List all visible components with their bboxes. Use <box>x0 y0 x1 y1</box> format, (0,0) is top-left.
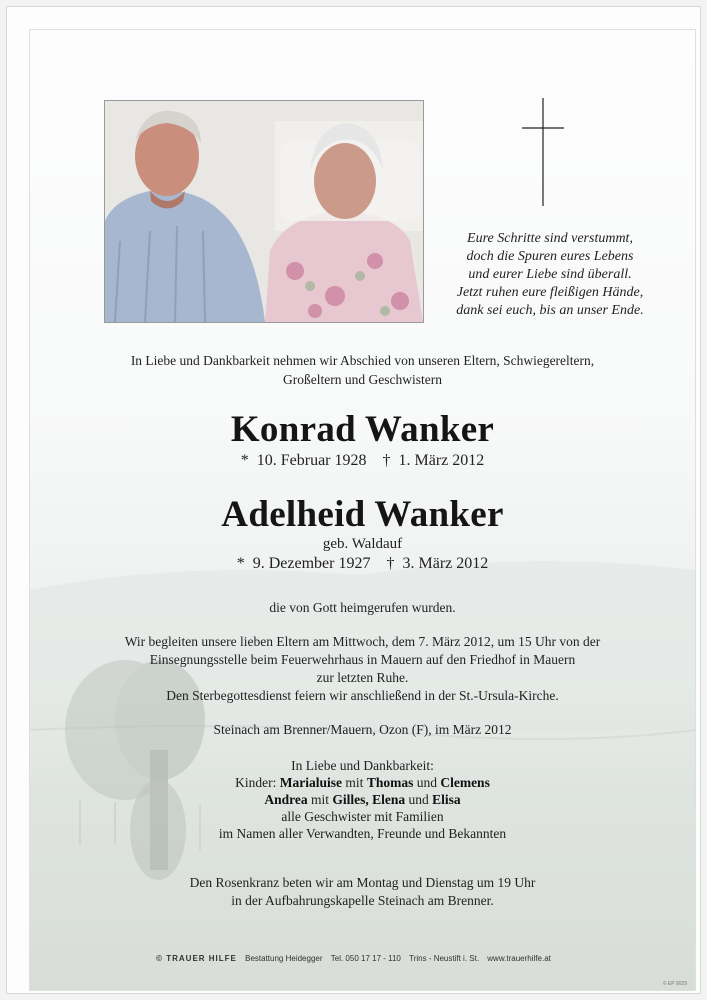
life-dates-adelheid: * 9. Dezember 1927 † 3. März 2012 <box>236 555 489 572</box>
life-dates-konrad: * 10. Februar 1928 † 1. März 2012 <box>240 452 485 469</box>
undertaker-phone: Tel. 050 17 17 - 110 <box>330 954 401 963</box>
child-name: Elisa <box>432 792 461 807</box>
funeral-line: Einsegnungsstelle beim Feuerwehrhaus in Mauern auf den Friedhof in Mauern <box>149 652 576 667</box>
intro-line: In Liebe und Dankbarkeit nehmen wir Abschied von unseren Eltern, Schwiegereltern, <box>130 353 595 368</box>
mourners-list <box>70 757 655 842</box>
website-link[interactable]: www.trauerhilfe.at <box>487 954 551 963</box>
called-home-text: die von Gott heimgerufen wurden. <box>269 600 456 615</box>
deceased-name-adelheid: Adelheid Wanker <box>221 494 504 535</box>
connector: mit <box>342 775 367 790</box>
parte-sheet <box>6 6 701 994</box>
maiden-name-adelheid: geb. Waldauf <box>322 536 403 552</box>
print-code: © EP 9029 <box>662 981 687 987</box>
parte-frame <box>29 29 696 991</box>
mourners-heading: In Liebe und Dankbarkeit: <box>291 758 434 773</box>
children-line <box>70 774 655 791</box>
rosary-line: in der Aufbahrungskapelle Steinach am Brenner. <box>231 893 494 908</box>
connector: mit <box>307 792 333 807</box>
poem-line: Eure Schritte sind verstummt, <box>467 231 633 246</box>
child-name: Thomas <box>366 775 414 790</box>
footer <box>0 954 707 963</box>
rosary-info <box>70 874 655 910</box>
intro-text <box>70 351 655 389</box>
child-name: Marialuise <box>279 775 343 790</box>
funeral-line: zur letzten Ruhe. <box>316 670 409 685</box>
connector: und <box>413 775 441 790</box>
relatives-line: im Namen aller Verwandten, Freunde und Bekannten <box>218 826 507 841</box>
poem <box>425 230 675 320</box>
children-line <box>70 791 655 808</box>
place-date: Steinach am Brenner/Mauern, Ozon (F), im März 2012 <box>213 722 512 737</box>
child-name: Gilles, Elena <box>332 792 406 807</box>
trauerhilfe-logo: © TRAUER HILFE <box>156 954 237 963</box>
connector: und <box>405 792 433 807</box>
cross-icon <box>520 98 566 208</box>
funeral-line: Wir begleiten unsere lieben Eltern am Mittwoch, dem 7. März 2012, um 15 Uhr von der <box>124 634 601 649</box>
funeral-details <box>70 633 655 705</box>
couple-photo <box>104 100 424 323</box>
poem-line: doch die Spuren eures Lebens <box>466 249 634 264</box>
deceased-name-konrad: Konrad Wanker <box>230 409 495 450</box>
poem-line: Jetzt ruhen eure fleißigen Hände, <box>456 285 644 300</box>
child-name: Clemens <box>440 775 490 790</box>
undertaker-name: Bestattung Heidegger <box>245 954 323 963</box>
poem-line: dank sei euch, bis an unser Ende. <box>456 303 644 318</box>
funeral-line: Den Sterbegottesdienst feiern wir anschließend in der St.-Ursula-Kirche. <box>166 688 559 703</box>
children-prefix: Kinder: <box>235 775 280 790</box>
poem-line: und eurer Liebe sind überall. <box>468 267 632 282</box>
child-name: Andrea <box>264 792 308 807</box>
intro-line: Großeltern und Geschwistern <box>283 372 442 387</box>
undertaker-location: Trins - Neustift i. St. <box>409 954 480 963</box>
rosary-line: Den Rosenkranz beten wir am Montag und Dienstag um 19 Uhr <box>189 875 536 890</box>
siblings-line: alle Geschwister mit Familien <box>281 809 444 824</box>
